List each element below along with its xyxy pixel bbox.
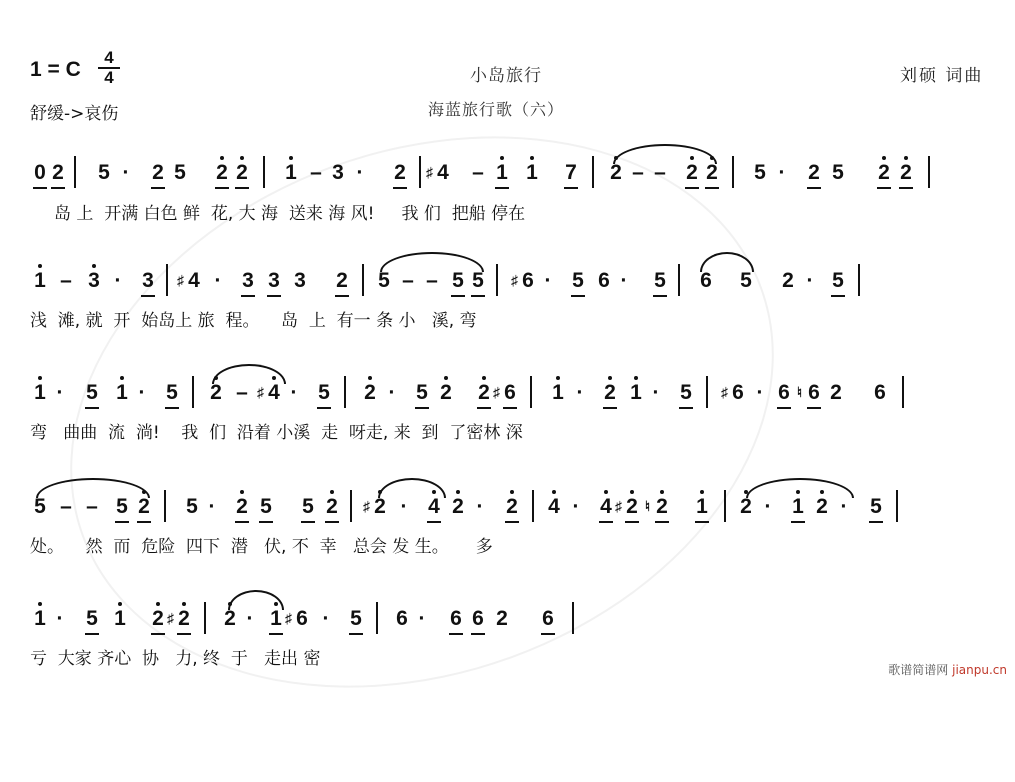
note: 2	[234, 494, 250, 520]
note: 5	[754, 161, 766, 184]
barline	[166, 264, 168, 296]
note: 2	[222, 606, 238, 632]
note: 5	[832, 161, 844, 184]
note: ♯ 6	[285, 607, 308, 630]
note: 5	[84, 606, 100, 632]
note: 1	[32, 268, 48, 294]
note: ·	[388, 381, 396, 404]
note: ·	[322, 607, 330, 630]
note: ·	[214, 269, 222, 292]
note: 2	[150, 160, 166, 186]
note: ·	[290, 381, 298, 404]
note: 5	[470, 268, 486, 294]
note: 1	[694, 494, 710, 520]
watermark-site-name: 歌谱简谱网	[888, 663, 949, 677]
note: 5	[830, 268, 846, 294]
note: ·	[764, 495, 772, 518]
note: ·	[400, 495, 408, 518]
lyric-line-1: 岛 上 开满 白色 鲜 花, 大 海 送来 海 风! 我 们 把船 停在	[54, 204, 526, 224]
barline	[496, 264, 498, 296]
note: –	[236, 381, 248, 404]
note: 6	[540, 606, 556, 632]
time-signature-bottom: 4	[104, 68, 114, 87]
background-watermark-swirl	[0, 42, 852, 782]
barline	[362, 264, 364, 296]
note: 5	[164, 380, 180, 406]
note: 2	[334, 268, 350, 294]
note: ♮ 6	[806, 380, 822, 406]
barline	[678, 264, 680, 296]
note: 2	[496, 607, 508, 630]
note: 5	[740, 269, 752, 292]
note: –	[60, 495, 72, 518]
note: 5	[678, 380, 694, 406]
note: ♯ 2	[176, 606, 192, 632]
barline	[732, 156, 734, 188]
note: –	[632, 161, 644, 184]
note: 3	[140, 268, 156, 294]
lyric-line-5: 亏 大家 齐心 协 力, 终 于 走出 密	[30, 649, 321, 669]
note: 2	[814, 494, 830, 520]
note: 1	[283, 160, 299, 186]
barline	[164, 490, 166, 522]
note: ·	[576, 381, 584, 404]
note: 3	[332, 161, 344, 184]
note: ♯ 4	[177, 269, 200, 292]
note: 5	[84, 380, 100, 406]
barline	[530, 376, 532, 408]
note: 6	[470, 606, 486, 632]
note: 2	[684, 160, 700, 186]
barline	[572, 602, 574, 634]
note: 7	[563, 160, 579, 186]
note: 2	[704, 160, 720, 186]
time-signature-top: 4	[104, 48, 114, 67]
barline	[350, 490, 352, 522]
note: 6	[874, 381, 886, 404]
note: 5	[34, 495, 46, 518]
site-watermark	[888, 661, 1007, 678]
note: 5	[348, 606, 364, 632]
barline	[263, 156, 265, 188]
note: ·	[56, 381, 64, 404]
note: –	[86, 495, 98, 518]
note: 1	[790, 494, 806, 520]
note: 3	[266, 268, 282, 294]
note: ·	[544, 269, 552, 292]
barline	[858, 264, 860, 296]
note: 1	[112, 606, 128, 632]
note: 2	[450, 494, 466, 520]
note: 2	[362, 380, 378, 406]
note: ♯ 2	[372, 494, 388, 520]
note: 2	[806, 160, 822, 186]
note: ♯ 2	[624, 494, 640, 520]
note: 2	[504, 494, 520, 520]
note: ♯ 6	[511, 269, 534, 292]
tempo-marking: 舒缓->哀伤	[30, 104, 119, 124]
note: 6	[448, 606, 464, 632]
note: ·	[122, 161, 130, 184]
note: 3	[86, 268, 102, 294]
note: ·	[208, 495, 216, 518]
note: ·	[572, 495, 580, 518]
note: ·	[840, 495, 848, 518]
note: 1	[550, 380, 566, 406]
note: 5	[450, 268, 466, 294]
note: –	[310, 161, 322, 184]
song-subtitle: 海蓝旅行歌（六）	[428, 100, 565, 119]
note: 4	[546, 494, 562, 520]
note: ·	[356, 161, 364, 184]
note: 5	[174, 161, 186, 184]
note: 2	[898, 160, 914, 186]
note: ·	[652, 381, 660, 404]
barline	[928, 156, 930, 188]
note: 1	[114, 380, 130, 406]
note: ♯ 4	[266, 380, 282, 406]
song-title: 小岛旅行	[470, 66, 542, 86]
note: ·	[418, 607, 426, 630]
barline	[344, 376, 346, 408]
note: 6	[396, 607, 408, 630]
note: –	[402, 269, 414, 292]
note: 5	[570, 268, 586, 294]
note: 5	[378, 269, 390, 292]
note: 2	[136, 494, 152, 520]
lyric-line-4: 处。 然 而 危险 四下 潜 伏, 不 幸 总会 发 生。 多	[30, 537, 493, 557]
note: 6	[598, 269, 610, 292]
note: 2	[608, 160, 624, 186]
lyric-line-3: 弯 曲曲 流 淌! 我 们 沿着 小溪 走 呀走, 来 到 了密林 深	[30, 423, 523, 443]
note: 2	[234, 160, 250, 186]
note: 2	[738, 494, 754, 520]
barline	[419, 156, 421, 188]
barline	[706, 376, 708, 408]
note: 5	[186, 495, 198, 518]
note: ♯ 6	[721, 381, 744, 404]
time-signature	[98, 50, 120, 86]
note: 5	[868, 494, 884, 520]
note: ♯ 6	[502, 380, 518, 406]
note: ·	[806, 269, 814, 292]
note: ·	[246, 607, 254, 630]
note: ·	[620, 269, 628, 292]
note: ♯ 4	[426, 161, 449, 184]
barline	[896, 490, 898, 522]
note: 4	[598, 494, 614, 520]
note: 2	[324, 494, 340, 520]
note: 4	[426, 494, 442, 520]
composer-credit: 刘硕 词曲	[900, 66, 984, 86]
note: 2	[782, 269, 794, 292]
note: 2	[392, 160, 408, 186]
note: 6	[776, 380, 792, 406]
note: 5	[414, 380, 430, 406]
note: 6	[700, 269, 712, 292]
note: 2	[876, 160, 892, 186]
note: ·	[476, 495, 484, 518]
note: 5	[114, 494, 130, 520]
note: 2	[214, 160, 230, 186]
barline	[74, 156, 76, 188]
note: –	[60, 269, 72, 292]
note: 5	[316, 380, 332, 406]
note: 2	[830, 381, 842, 404]
note: –	[654, 161, 666, 184]
note: 1	[268, 606, 284, 632]
note: ·	[56, 607, 64, 630]
key-signature: 1 = C	[30, 58, 81, 81]
barline	[192, 376, 194, 408]
note: –	[426, 269, 438, 292]
note: 5	[258, 494, 274, 520]
note: 1	[32, 606, 48, 632]
note: 5	[300, 494, 316, 520]
barline	[592, 156, 594, 188]
note: ·	[114, 269, 122, 292]
note: 1	[524, 160, 540, 186]
barline	[902, 376, 904, 408]
note: 3	[294, 269, 306, 292]
note: 5	[98, 161, 110, 184]
note: 5	[652, 268, 668, 294]
note: 2	[50, 160, 66, 186]
barline	[724, 490, 726, 522]
watermark-domain: jianpu.cn	[952, 663, 1007, 677]
barline	[532, 490, 534, 522]
note: 2	[602, 380, 618, 406]
note: 2	[208, 380, 224, 406]
note: 1	[32, 380, 48, 406]
note: 1	[494, 160, 510, 186]
note: 2	[438, 380, 454, 406]
note: 2	[476, 380, 492, 406]
note: ♮ 2	[654, 494, 670, 520]
note: ·	[778, 161, 786, 184]
note: ·	[756, 381, 764, 404]
note: 0	[32, 160, 48, 186]
barline	[204, 602, 206, 634]
barline	[376, 602, 378, 634]
note: –	[472, 161, 484, 184]
note: 2	[150, 606, 166, 632]
lyric-line-2: 浅 滩, 就 开 始岛上 旅 程。 岛 上 有一 条 小 溪, 弯	[30, 311, 477, 331]
note: 3	[240, 268, 256, 294]
note: ·	[138, 381, 146, 404]
note: 1	[628, 380, 644, 406]
